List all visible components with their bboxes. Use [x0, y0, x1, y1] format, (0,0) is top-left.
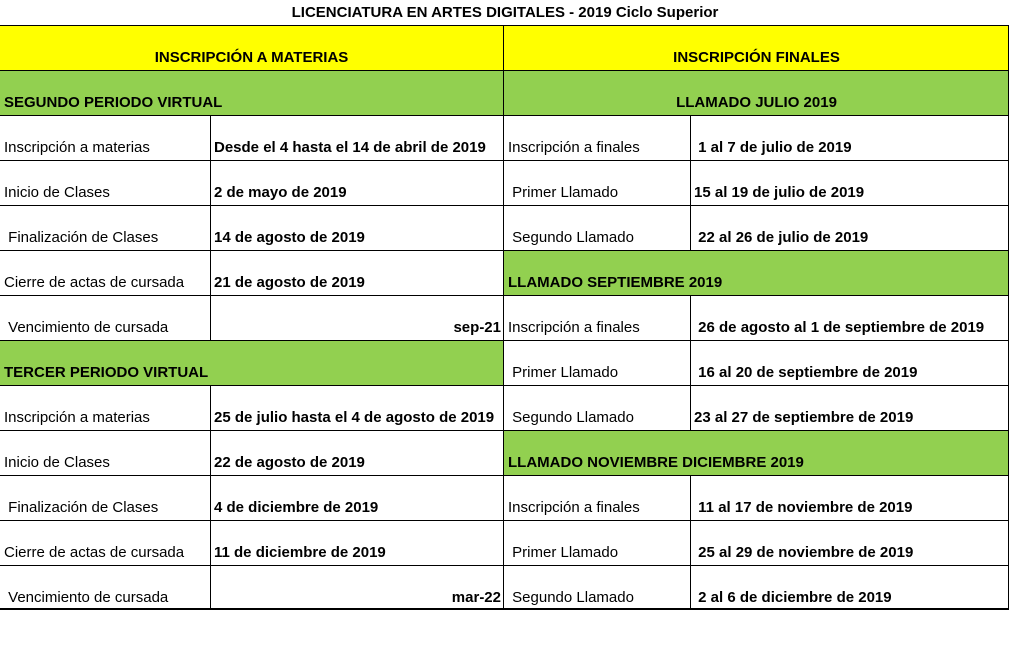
- grid-line: [0, 340, 1009, 341]
- grid-line: [0, 475, 1009, 476]
- row-label: Primer Llamado: [508, 544, 619, 561]
- grid-line: [0, 205, 1009, 206]
- grid-line: [0, 385, 1009, 386]
- row-label: Vencimiento de cursada: [4, 589, 169, 606]
- row-value: 16 al 20 de septiembre de 2019: [694, 364, 918, 381]
- grid-line: [0, 250, 1009, 251]
- row-label: Inscripción a finales: [508, 319, 640, 336]
- row-value: sep-21: [453, 319, 501, 336]
- row-label: Segundo Llamado: [508, 589, 634, 606]
- row-label: Inicio de Clases: [4, 184, 110, 201]
- sheet-title: LICENCIATURA EN ARTES DIGITALES - 2019 Ciclo Superior: [291, 4, 719, 21]
- row-label: Finalización de Clases: [4, 229, 159, 246]
- left-section-header: INSCRIPCIÓN A MATERIAS: [0, 25, 503, 70]
- grid-line: [1008, 25, 1009, 609]
- grid-line: [0, 430, 1009, 431]
- row-label: Inscripción a finales: [508, 499, 640, 516]
- grid-line: [0, 565, 1009, 566]
- grid-line: [0, 25, 1009, 26]
- call-title-noviembre-diciembre: LLAMADO NOVIEMBRE DICIEMBRE 2019: [504, 430, 1009, 475]
- row-value: 1 al 7 de julio de 2019: [694, 139, 852, 156]
- row-value: 2 al 6 de diciembre de 2019: [694, 589, 892, 606]
- call-title-julio: LLAMADO JULIO 2019: [504, 70, 1009, 115]
- row-label: Segundo Llamado: [508, 229, 634, 246]
- row-label: Inscripción a finales: [508, 139, 640, 156]
- row-value: 11 de diciembre de 2019: [214, 544, 386, 561]
- row-value: 2 de mayo de 2019: [214, 184, 347, 201]
- row-value: 4 de diciembre de 2019: [214, 499, 379, 516]
- row-value: 25 de julio hasta el 4 de agosto de 2019: [214, 409, 495, 426]
- grid-line: [0, 520, 1009, 521]
- row-value: 26 de agosto al 1 de septiembre de 2019: [694, 319, 985, 336]
- period-title-tercer: TERCER PERIODO VIRTUAL: [0, 340, 503, 385]
- grid-line: [210, 385, 211, 609]
- grid-line: [690, 115, 691, 250]
- row-label: Primer Llamado: [508, 364, 619, 381]
- row-value: Desde el 4 hasta el 14 de abril de 2019: [214, 139, 486, 156]
- row-value: 15 al 19 de julio de 2019: [694, 184, 865, 201]
- row-label: Segundo Llamado: [508, 409, 634, 426]
- row-label: Inscripción a materias: [4, 409, 150, 426]
- grid-line: [503, 25, 504, 609]
- row-value: 25 al 29 de noviembre de 2019: [694, 544, 914, 561]
- row-label: Inicio de Clases: [4, 454, 110, 471]
- grid-line: [690, 295, 691, 430]
- grid-line: [0, 608, 1009, 610]
- row-label: Primer Llamado: [508, 184, 619, 201]
- row-value: mar-22: [451, 589, 501, 606]
- grid-line: [0, 115, 1009, 116]
- grid-line: [0, 70, 1009, 71]
- grid-line: [210, 115, 211, 340]
- row-label: Cierre de actas de cursada: [4, 274, 185, 291]
- row-label: Cierre de actas de cursada: [4, 544, 185, 561]
- period-title-segundo: SEGUNDO PERIODO VIRTUAL: [0, 70, 503, 115]
- grid-line: [0, 295, 1009, 296]
- right-section-header: INSCRIPCIÓN FINALES: [504, 25, 1009, 70]
- row-value: 21 de agosto de 2019: [214, 274, 365, 291]
- row-label: Inscripción a materias: [4, 139, 150, 156]
- row-value: 11 al 17 de noviembre de 2019: [694, 499, 913, 516]
- grid-line: [690, 475, 691, 609]
- row-label: Finalización de Clases: [4, 499, 159, 516]
- row-value: 14 de agosto de 2019: [214, 229, 365, 246]
- call-title-septiembre: LLAMADO SEPTIEMBRE 2019: [504, 250, 1009, 295]
- row-value: 22 de agosto de 2019: [214, 454, 365, 471]
- row-value: 22 al 26 de julio de 2019: [694, 229, 869, 246]
- row-label: Vencimiento de cursada: [4, 319, 169, 336]
- row-value: 23 al 27 de septiembre de 2019: [694, 409, 914, 426]
- grid-line: [0, 160, 1009, 161]
